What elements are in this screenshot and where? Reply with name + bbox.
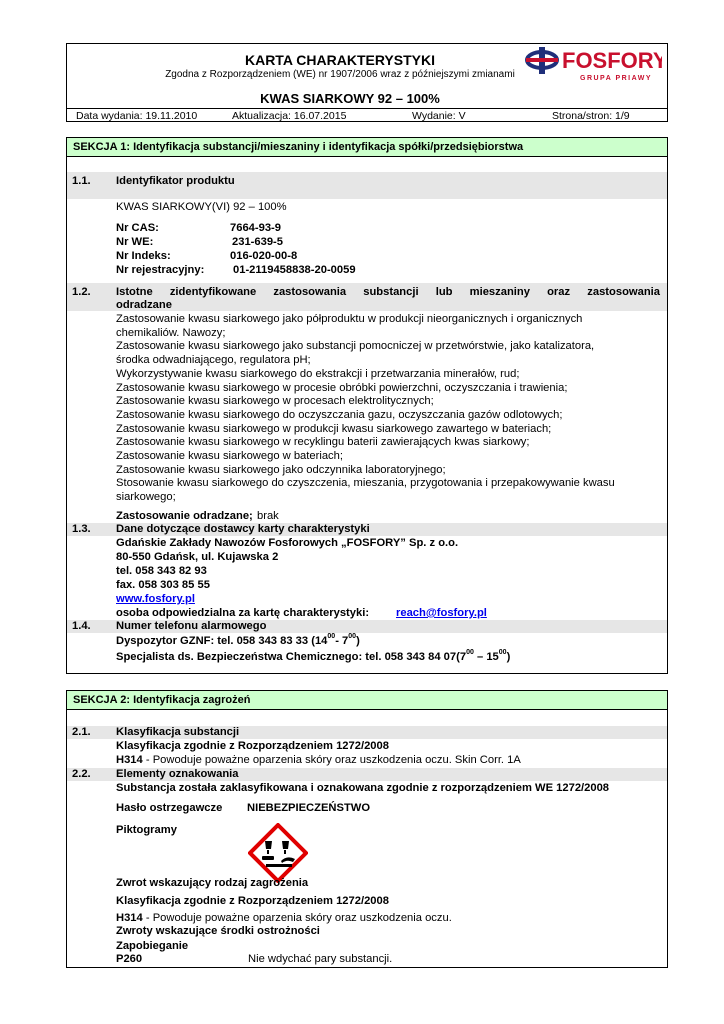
use-line: Zastosowanie kwasu siarkowego jako półproduktu w produkcji nieorganicznych i organicznych: [116, 313, 583, 325]
regulation-note: Zgodna z Rozporządzeniem (WE) nr 1907/2006 wraz z późniejszymi zmianami: [165, 69, 515, 80]
use-line: Stosowanie kwasu siarkowego do czyszczenia, mieszania, przygotowania i przepakowywanie kwasu: [116, 477, 615, 490]
supplier-website-link[interactable]: www.fosfory.pl: [116, 593, 195, 605]
issue-date: Data wydania: 19.11.2010: [76, 110, 198, 122]
company-logo: [522, 44, 662, 86]
header-divider: [67, 108, 667, 109]
s22-hazard-statement: H314 - Powoduje poważne oparzenia skóry oraz uszkodzenia oczu.: [116, 912, 452, 924]
s21-title: Klasyfikacja substancji: [116, 726, 240, 738]
use-line: Zastosowanie kwasu siarkowego w produkcji kwasu siarkowego zawartego w bateriach;: [116, 422, 552, 435]
p-code: P260: [116, 953, 143, 965]
id-index-value: 016-020-00-8: [230, 250, 298, 262]
s22-number: 2.2.: [72, 768, 91, 780]
supplier-fax: fax. 058 303 85 55: [116, 579, 210, 591]
s11-number: 1.1.: [72, 175, 91, 187]
id-we-label: Nr WE:: [116, 236, 154, 248]
page-number: Strona/stron: 1/9: [552, 110, 630, 122]
signal-word-label: Hasło ostrzegawcze: [116, 802, 223, 814]
emergency-specialist: Specjalista ds. Bezpieczeństwa Chemicznego: tel. 058 343 84 $07(7^{00} - 15^{00})$: [116, 649, 511, 663]
s21-hazard-statement: H314 - Powoduje poważne oparzenia skóry oraz uszkodzenia oczu. Skin Corr. 1A: [116, 754, 521, 766]
section2-title: SEKCJA 2: Identyfikacja zagrożeń: [66, 690, 668, 710]
s12-title-line2: odradzane: [116, 299, 172, 311]
use-line: Zastosowanie kwasu siarkowego w procesie obróbki powierzchni, oczyszczania i trawienia;: [116, 381, 568, 394]
s12-title-line1: Istotne zidentyfikowane zastosowania substancji lub mieszaniny oraz zastosowania: [116, 286, 660, 298]
use-line: Zastosowanie kwasu siarkowego jako substancji pomocniczej w przetwórstwie, jako katalizatora,: [116, 340, 595, 353]
s13-title: Dane dotyczące dostawcy karty charakterystyki: [116, 523, 370, 535]
section1-title: SEKCJA 1: Identyfikacja substancji/mieszaniny i identyfikacja spółki/przedsiębiorstwa: [66, 137, 668, 157]
use-line: chemikaliów. Nawozy;: [116, 326, 226, 339]
supplier-address: 80-550 Gdańsk, ul. Kujawska 2: [116, 551, 279, 563]
supplier-tel: tel. 058 343 82 93: [116, 565, 207, 577]
s14-title: Numer telefonu alarmowego: [116, 620, 267, 632]
s11-title: Identyfikator produktu: [116, 175, 235, 187]
id-reg-value: 01-2119458838-20-0059: [233, 264, 356, 276]
use-line: Zastosowanie kwasu siarkowego w procesach elektrolitycznych;: [116, 395, 434, 408]
s22-title: Elementy oznakowania: [116, 768, 239, 780]
contact-label: osoba odpowiedzialna za kartę charakterystyki:: [116, 607, 370, 619]
use-line: Wykorzystywanie kwasu siarkowego do ekstrakcji i przetwarzania minerałów, rud;: [116, 367, 520, 380]
hazard-statement-label: Zwrot wskazujący rodzaj zagrożenia: [116, 877, 309, 889]
precautionary-label: Zwroty wskazujące środki ostrożności: [116, 925, 320, 937]
use-line: Zastosowanie kwasu siarkowego w bateriach;: [116, 450, 343, 462]
update-date: Aktualizacja: 16.07.2015: [232, 110, 347, 122]
discouraged-label: Zastosowanie odradzane;: [116, 510, 253, 522]
use-line: Zastosowanie kwasu siarkowego w recyklingu baterii zawierających kwas siarkowy;: [116, 436, 530, 449]
s21-subtitle: Klasyfikacja zgodnie z Rozporządzeniem 1272/2008: [116, 740, 389, 752]
emergency-dispatcher: Dyspozytor GZNF: tel. 058 343 83 33 ($14^{00}-$ $7^{00}$): [116, 633, 360, 647]
discouraged-value: brak: [257, 510, 279, 522]
s12-number: 1.2.: [72, 286, 91, 298]
corrosion-pictogram-icon: [248, 823, 308, 883]
id-cas-label: Nr CAS:: [116, 222, 159, 234]
s13-number: 1.3.: [72, 523, 91, 535]
prevention-label: Zapobieganie: [116, 940, 189, 952]
edition: Wydanie: V: [412, 110, 466, 122]
use-line: Zastosowanie kwasu siarkowego do oczyszczania gazu, oczyszczania gazów odlotowych;: [116, 408, 563, 421]
signal-word-value: NIEBEZPIECZEŃSTWO: [247, 802, 371, 814]
s14-number: 1.4.: [72, 620, 91, 632]
p-text: Nie wdychać pary substancji.: [248, 953, 393, 965]
contact-email-link[interactable]: reach@fosfory.pl: [396, 607, 487, 619]
s22-classification-label: Klasyfikacja zgodnie z Rozporządzeniem 1272/2008: [116, 895, 389, 907]
id-cas-value: 7664-93-9: [230, 222, 282, 234]
use-line: siarkowego;: [116, 491, 176, 504]
logo-text: FOSFORY: [562, 48, 662, 73]
id-we-value: 231-639-5: [232, 236, 284, 248]
pictograms-label: Piktogramy: [116, 824, 177, 836]
logo-subtext: GRUPA PRIAWY: [580, 75, 653, 82]
id-reg-label: Nr rejestracyjny:: [116, 264, 205, 276]
id-index-label: Nr Indeks:: [116, 250, 171, 262]
s22-classification-note: Substancja została zaklasyfikowana i oznakowana zgodnie z rozporządzeniem WE 1272/2008: [116, 782, 610, 794]
s21-number: 2.1.: [72, 726, 91, 738]
product-name: KWAS SIARKOWY(VI) 92 – 100%: [116, 201, 287, 213]
supplier-company: Gdańskie Zakłady Nawozów Fosforowych „FOSFORY” Sp. z o.o.: [116, 537, 459, 549]
use-line: środka odwadniającego, regulatora pH;: [116, 354, 311, 367]
use-line: Zastosowanie kwasu siarkowego jako odczynnika laboratoryjnego;: [116, 463, 446, 476]
document-title: KARTA CHARAKTERYSTYKI: [244, 52, 436, 68]
product-title: KWAS SIARKOWY 92 – 100%: [260, 91, 440, 106]
